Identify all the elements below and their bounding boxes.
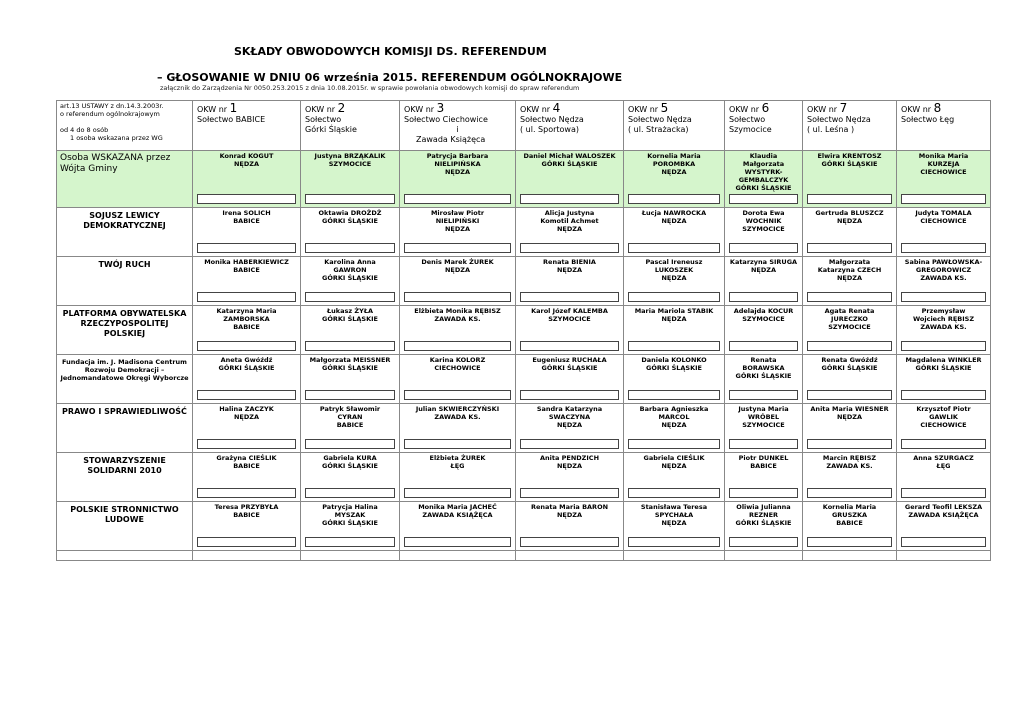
okw-prefix: OKW nr [197,105,228,114]
okw-number: 8 [933,101,942,115]
member-cell [193,453,301,502]
signature-box [628,439,720,449]
signature-box [628,488,720,498]
okw-line1: Sołectwo Łęg [901,115,955,124]
member-name: Elżbieta Monika RĘBISZ ZAWADA KS. [414,307,501,323]
signature-box [807,194,892,204]
member-cell [897,151,991,208]
member-cell [516,306,624,355]
okw-prefix: OKW nr [404,105,435,114]
okw-line2: Górki Śląskie [305,125,357,134]
empty-cell [725,551,803,561]
member-cell [725,404,803,453]
member-cell [301,208,400,257]
committee-row [57,257,991,306]
signature-box [729,439,798,449]
member-name: Anita Maria WIESNER NĘDZA [810,405,889,421]
member-cell [516,404,624,453]
signature-box [305,537,395,547]
okw-prefix: OKW nr [729,105,760,114]
member-name: Monika Maria KURZEJA CIECHOWICE [918,152,969,176]
signature-box [197,537,296,547]
okw-number: 2 [337,101,346,115]
member-cell [725,453,803,502]
member-cell [897,453,991,502]
member-name: Przemysław Wojciech RĘBISZ ZAWADA KS. [912,307,975,331]
okw-prefix: OKW nr [520,105,551,114]
okw-prefix: OKW nr [305,105,336,114]
member-name: Justyna BRZĄKALIK SZYMOCICE [314,152,386,168]
member-cell [193,502,301,551]
signature-box [404,537,511,547]
member-name: Daniel Michał WALOSZEK GÓRKI ŚLĄSKIE [523,152,616,168]
member-cell [400,453,516,502]
signature-box [807,390,892,400]
member-cell [516,151,624,208]
okw-line2: i [456,125,459,134]
okw-line1: Sołectwo BABICE [197,115,266,124]
signature-box [197,243,296,253]
member-name: Justyna Maria WRÓBEL SZYMOCICE [738,405,789,429]
member-cell [897,404,991,453]
nominating-organization: TWÓJ RUCH [57,257,193,306]
member-cell [193,404,301,453]
signature-box [305,488,395,498]
member-name: Gabriela KURA GÓRKI ŚLĄSKIE [321,454,378,470]
empty-footer-row [57,551,991,561]
signature-box [628,537,720,547]
okw-line1: Sołectwo Nędza [520,115,584,124]
signature-box [520,341,619,351]
appointed-by-mayor-row [57,151,991,208]
member-name: Renata BORAWSKA GÓRKI ŚLĄSKIE [735,356,792,380]
member-name: Irena SOLICH BABICE [222,209,271,225]
document-subtitle: – GŁOSOWANIE W DNIU 06 września 2015. REFERENDUM OGÓLNOKRAJOWE [157,71,623,84]
signature-box [305,292,395,302]
okw-line2: Szymocice [729,125,772,134]
member-cell [803,453,897,502]
member-cell [301,151,400,208]
signature-box [729,390,798,400]
signature-box [901,488,986,498]
member-name: Maria Mariola STABIK NĘDZA [634,307,714,323]
okw-header-4 [516,101,624,151]
okw-header-3 [400,101,516,151]
member-name: Oktawia DROŻDŻ GÓRKI ŚLĄSKIE [318,209,382,225]
member-name: Julian SKWIERCZYŃSKI ZAWADA KS. [415,405,500,421]
committee-row [57,355,991,404]
member-cell [400,208,516,257]
member-name: Patryk Sławomir CYRAN BABICE [319,405,381,429]
member-cell [624,208,725,257]
okw-number: 4 [552,101,561,115]
okw-number: 7 [839,101,848,115]
member-cell [193,355,301,404]
signature-box [197,439,296,449]
signature-box [729,243,798,253]
member-name: Krzysztof Piotr GAWLIK CIECHOWICE [916,405,971,429]
signature-box [520,292,619,302]
empty-cell [803,551,897,561]
member-cell [897,306,991,355]
member-cell [301,257,400,306]
nominating-organization: PLATFORMA OBYWATELSKA RZECZYPOSPOLITEJ POLSKIEJ [57,306,193,355]
okw-line2: ( ul. Leśna ) [807,125,855,134]
member-cell [624,151,725,208]
signature-box [628,341,720,351]
member-name: Halina ZACZYK NĘDZA [219,405,274,421]
signature-box [520,537,619,547]
okw-number: 5 [660,101,669,115]
member-cell [897,355,991,404]
member-name: Kornelia Maria POROMBKA NĘDZA [647,152,701,176]
member-name: Renata Maria BARON NĘDZA [530,503,609,519]
okw-number: 6 [761,101,770,115]
member-cell [624,453,725,502]
okw-prefix: OKW nr [628,105,659,114]
member-name: Katarzyna SIRUGA NĘDZA [729,258,798,274]
signature-box [404,194,511,204]
committee-row [57,453,991,502]
okw-line1: Sołectwo Nędza [628,115,692,124]
nominating-organization: Fundacja im. J. Madisona Centrum Rozwoju Demokracji – Jednomandatowe Okręgi Wyborcze [57,355,193,404]
signature-box [807,243,892,253]
member-name: Małgorzata Katarzyna CZECH NĘDZA [817,258,882,282]
signature-box [197,390,296,400]
signature-box [305,341,395,351]
signature-box [404,341,511,351]
member-cell [803,502,897,551]
member-cell [803,355,897,404]
okw-number: 3 [436,101,445,115]
member-name: Grażyna CIEŚLIK BABICE [216,454,277,470]
member-name: Pascal Ireneusz LUKOSZEK NĘDZA [645,258,703,282]
member-name: Renata BIENIA NĘDZA [543,258,596,274]
okw-header-5 [624,101,725,151]
member-cell [516,257,624,306]
member-name: Elżbieta ŻUREK ŁĘG [429,454,486,470]
signature-box [807,439,892,449]
member-name: Katarzyna Maria ZAMBORSKA BABICE [216,307,277,331]
okw-prefix: OKW nr [901,105,932,114]
member-name: Alicja Justyna Komotil Achmet NĘDZA [540,209,599,233]
signature-box [305,194,395,204]
member-name: Monika Maria JACHEĆ ZAWADA KSIĄŻĘCA [418,503,497,519]
member-cell [193,151,301,208]
member-name: Eugeniusz RUCHAŁA GÓRKI ŚLĄSKIE [532,356,607,372]
okw-line1: Sołectwo [729,115,766,124]
signature-box [729,488,798,498]
member-name: Sabina PAWŁOWSKA- GREGOROWICZ ZAWADA KS. [904,258,983,282]
member-name: Karolina Anna GAWRON GÓRKI ŚLĄSKIE [321,258,378,282]
signature-box [628,292,720,302]
okw-line1: Sołectwo Ciechowice [404,115,488,124]
member-name: Karina KOLORZ CIECHOWICE [429,356,486,372]
signature-box [901,341,986,351]
member-cell [725,151,803,208]
annex-note: załącznik do Zarządzenia Nr 0050.253.2015 z dnia 10.08.2015r. w sprawie powołania obwodowych komisji do spraw referendum [160,84,580,92]
member-name: Dorota Ewa WOCHNIK SZYMOCICE [742,209,785,233]
signature-box [807,488,892,498]
signature-box [404,390,511,400]
member-cell [725,257,803,306]
nominating-organization: SOJUSZ LEWICY DEMOKRATYCZNEJ [57,208,193,257]
legal-basis-line2: o referendum ogólnokrajowym [60,110,160,118]
member-name: Aneta Gwóźdź GÓRKI ŚLĄSKIE [218,356,275,372]
member-name: Elwira KRENTOSZ GÓRKI ŚLĄSKIE [817,152,882,168]
legal-basis-cell [57,101,193,151]
member-cell [400,404,516,453]
member-cell [516,208,624,257]
okw-line3: Zawada Książęca [416,135,486,144]
okw-header-8 [897,101,991,151]
signature-box [901,390,986,400]
member-name: Łukasz ŻYŁA GÓRKI ŚLĄSKIE [321,307,378,323]
nominating-organization: STOWARZYSZENIE SOLIDARNI 2010 [57,453,193,502]
member-name: Gerard Teofil LEKSZA ZAWADA KSIĄŻĘCA [904,503,983,519]
signature-box [729,537,798,547]
member-name: Oliwia Julianna REZNER GÓRKI ŚLĄSKIE [735,503,792,527]
okw-header-2 [301,101,400,151]
member-name: Gabriela CIEŚLIK NĘDZA [643,454,705,470]
member-cell [516,502,624,551]
member-name: Marcin RĘBISZ ZAWADA KS. [822,454,877,470]
member-name: Patrycja Halina MYSZAK GÓRKI ŚLĄSKIE [321,503,378,527]
member-cell [624,257,725,306]
okw-header-1 [193,101,301,151]
signature-box [305,439,395,449]
signature-box [305,243,395,253]
signature-box [197,292,296,302]
signature-box [729,194,798,204]
legal-basis-line1: art.13 USTAWY z dn.14.3.2003r. [60,102,164,110]
member-name: Kornelia Maria GRUSZKA BABICE [822,503,877,527]
empty-cell [400,551,516,561]
member-cell [301,355,400,404]
signature-box [901,292,986,302]
empty-cell [516,551,624,561]
member-cell [400,257,516,306]
members-range: od 4 do 8 osób [60,126,109,134]
signature-box [901,194,986,204]
signature-box [197,194,296,204]
okw-prefix: OKW nr [807,105,838,114]
member-cell [725,208,803,257]
member-cell [803,306,897,355]
member-cell [725,502,803,551]
signature-box [729,292,798,302]
member-cell [725,306,803,355]
member-cell [803,404,897,453]
signature-box [628,243,720,253]
signature-box [729,341,798,351]
nominating-organization: Osoba WSKAZANA przez Wójta Gminy [57,151,193,208]
signature-box [520,390,619,400]
signature-box [404,243,511,253]
member-cell [516,453,624,502]
member-cell [516,355,624,404]
member-cell [624,404,725,453]
member-name: Piotr DUNKEL BABICE [738,454,789,470]
member-cell [897,208,991,257]
member-cell [301,502,400,551]
member-name: Sandra Katarzyna SWACZYNA NĘDZA [536,405,603,429]
signature-box [197,488,296,498]
member-name: Denis Marek ŻUREK NĘDZA [421,258,494,274]
nominating-organization: PRAWO I SPRAWIEDLIWOŚĆ [57,404,193,453]
committee-row [57,208,991,257]
empty-cell [897,551,991,561]
member-cell [301,306,400,355]
member-name: Anita PENDZICH NĘDZA [539,454,600,470]
member-cell [803,257,897,306]
member-cell [897,502,991,551]
okw-number: 1 [229,101,238,115]
signature-box [807,537,892,547]
header-row [57,101,991,151]
commissions-table [56,100,991,561]
signature-box [807,292,892,302]
signature-box [197,341,296,351]
member-cell [301,453,400,502]
signature-box [807,341,892,351]
signature-box [520,194,619,204]
empty-cell [57,551,193,561]
signature-box [404,488,511,498]
member-name: Gertruda BLUSZCZ NĘDZA [815,209,884,225]
okw-line1: Sołectwo Nędza [807,115,871,124]
member-cell [897,257,991,306]
member-name: Agata Renata JURECZKO SZYMOCICE [824,307,875,331]
member-name: Daniela KOLONKO GÓRKI ŚLĄSKIE [641,356,707,372]
member-name: Patrycja Barbara NIELIPIŃSKA NĘDZA [426,152,489,176]
signature-box [901,439,986,449]
member-cell [624,355,725,404]
member-name: Małgorzata MEISSNER GÓRKI ŚLĄSKIE [309,356,391,372]
member-name: Konrad KOGUT NĘDZA [219,152,274,168]
member-name: Klaudia Małgorzata WYSTYRK- GEMBALCZYK GÓRKI ŚLĄSKIE [735,152,792,192]
member-name: Monika HABERKIEWICZ BABICE [204,258,289,274]
okw-header-7 [803,101,897,151]
member-cell [193,306,301,355]
okw-line1: Sołectwo [305,115,342,124]
member-cell [193,257,301,306]
signature-box [404,439,511,449]
member-cell [400,306,516,355]
committee-row [57,404,991,453]
member-name: Magdalena WINKLER GÓRKI ŚLĄSKIE [905,356,982,372]
member-cell [624,502,725,551]
member-name: Łucja NAWROCKA NĘDZA [641,209,707,225]
member-cell [725,355,803,404]
member-cell [803,151,897,208]
signature-box [628,390,720,400]
committee-row [57,502,991,551]
signature-box [520,243,619,253]
appointed-count: 1 osoba wskazana przez WG [70,134,163,142]
member-name: Mirosław Piotr NIELIPIŃSKI NĘDZA [430,209,485,233]
member-cell [400,355,516,404]
member-name: Stanisława Teresa SPYCHAŁA NĘDZA [640,503,708,527]
member-cell [400,502,516,551]
okw-line2: ( ul. Sportowa) [520,125,579,134]
member-name: Karol Józef KALEMBA SZYMOCICE [531,307,608,323]
member-cell [803,208,897,257]
signature-box [901,537,986,547]
signature-box [520,488,619,498]
member-cell [400,151,516,208]
member-name: Anna SZURGACZ ŁĘG [913,454,974,470]
signature-box [901,243,986,253]
member-name: Barbara Agnieszka MARCOL NĘDZA [639,405,709,429]
member-name: Renata Gwóźdź GÓRKI ŚLĄSKIE [821,356,878,372]
member-cell [193,208,301,257]
member-cell [624,306,725,355]
empty-cell [193,551,301,561]
member-name: Judyta TOMALA CIECHOWICE [915,209,972,225]
committee-row [57,306,991,355]
member-cell [301,404,400,453]
signature-box [628,194,720,204]
nominating-organization: POLSKIE STRONNICTWO LUDOWE [57,502,193,551]
okw-line2: ( ul. Strażacka) [628,125,689,134]
signature-box [305,390,395,400]
empty-cell [301,551,400,561]
member-name: Adelajda KOCUR SZYMOCICE [733,307,794,323]
signature-box [520,439,619,449]
member-name: Teresa PRZYBYŁA BABICE [214,503,279,519]
okw-header-6 [725,101,803,151]
signature-box [404,292,511,302]
document-title: SKŁADY OBWODOWYCH KOMISJI DS. REFERENDUM [234,45,547,58]
empty-cell [624,551,725,561]
